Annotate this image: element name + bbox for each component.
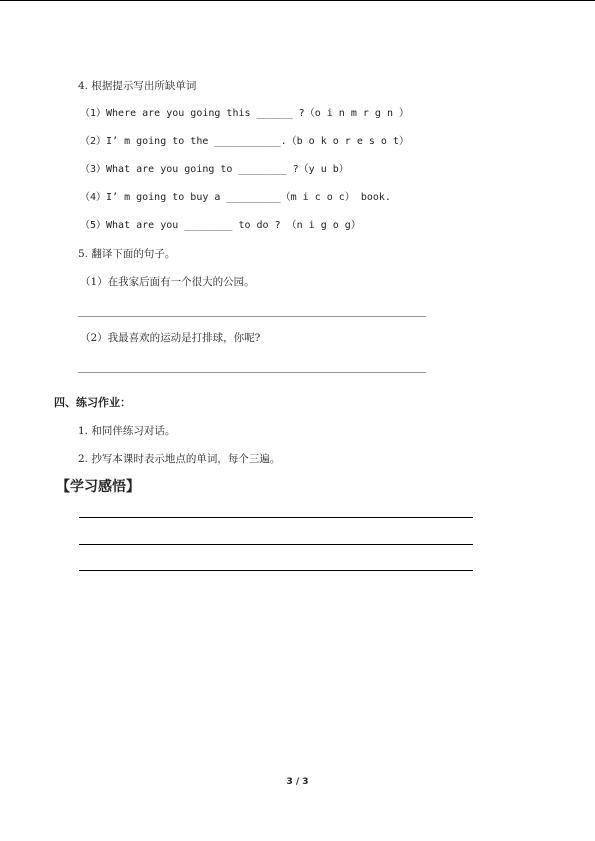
question-4-2: （2）I’ m going to the ___________.（b o k o r e s o t） [80, 136, 409, 147]
homework-item-1: 1. 和同伴练习对话。 [78, 425, 176, 437]
homework-heading: 四、练习作业： [54, 396, 131, 409]
page-number: 3 / 3 [286, 777, 309, 787]
question-4-3: （3）What are you going to ________ ?（y u b） [80, 164, 349, 175]
reflection-line-3 [79, 570, 473, 571]
question-4-1: （1）Where are you going this ______ ?（o i n m r g n ） [80, 108, 409, 119]
section-4-heading: 4. 根据提示写出所缺单词 [78, 80, 197, 92]
question-4-5: （5）What are you ________ to do ? （n i g o g） [80, 220, 361, 231]
header-rule [0, 0, 595, 1]
answer-line-2 [78, 372, 426, 373]
question-4-4: （4）I’ m going to buy a _________（m i c o c） book. [80, 192, 391, 203]
translate-item-2: （2）我最喜欢的运动是打排球，你呢? [80, 332, 261, 344]
section-5-heading: 5. 翻译下面的句子。 [78, 248, 176, 260]
answer-line-1 [78, 316, 426, 317]
reflection-line-1 [79, 517, 473, 518]
homework-item-2: 2. 抄写本课时表示地点的单词，每个三遍。 [78, 453, 281, 465]
reflection-line-2 [79, 544, 473, 545]
translate-item-1: （1）在我家后面有一个很大的公园。 [80, 276, 255, 288]
reflection-title: 【学习感悟】 [56, 479, 140, 495]
